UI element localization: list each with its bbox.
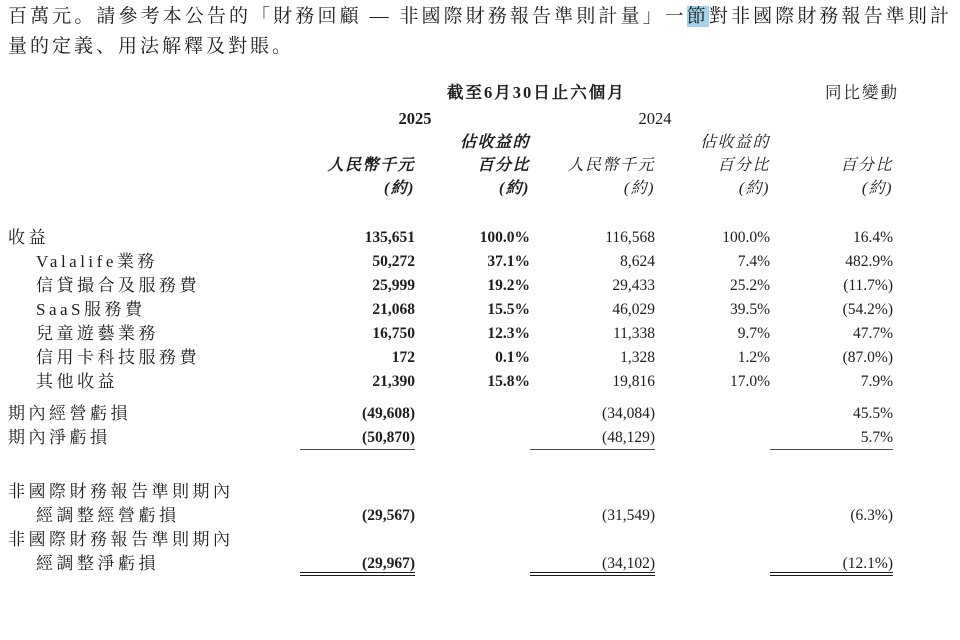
header-column-row [8, 131, 893, 200]
paragraph-text-after: 對非國際財務報告準則計量的定義、用法解釋及對賬。 [8, 6, 952, 57]
cell-2025-value [300, 528, 415, 552]
cell-2025-value [300, 480, 415, 504]
header-col-2025-share [415, 131, 530, 200]
cell-2025-value: 16,750 [372, 325, 415, 342]
cell-2025-value: 21,068 [372, 301, 415, 318]
cell-2024-share: 7.4% [737, 253, 770, 270]
cell-2025-value: (49,608) [362, 405, 415, 422]
table-row-other-revenue [8, 370, 893, 394]
yoy-change-title: 同比變動 [825, 83, 899, 102]
row-label: 收益 [8, 228, 49, 247]
col-2025-rmb-approx: (約) [383, 180, 415, 197]
cell-yoy [770, 528, 893, 552]
cell-2024-value: (48,129) [530, 426, 655, 450]
col-2025-rmb-label: 人民幣千元 [327, 157, 415, 174]
row-label: 兒童遊藝業務 [36, 324, 159, 343]
row-label: 經調整經營虧損 [36, 506, 180, 525]
col-2024-rmb-label: 人民幣千元 [567, 157, 655, 174]
cell-2024-share: 17.0% [729, 373, 770, 390]
cell-2025-share [415, 528, 530, 552]
cell-yoy: 45.5% [852, 405, 893, 422]
cell-2024-value: 46,029 [612, 301, 655, 318]
table-row-children-amusement [8, 322, 893, 346]
cell-2024-value [530, 480, 655, 504]
cell-2025-value: (29,567) [362, 507, 415, 524]
table-body [8, 226, 893, 576]
cell-2024-share [655, 504, 770, 528]
row-label: 非國際財務報告準則期內 [8, 530, 234, 549]
cell-2025-share: 15.8% [487, 373, 530, 390]
cell-yoy: (6.3%) [850, 507, 893, 524]
cell-yoy: 7.9% [860, 373, 893, 390]
row-spacer [8, 450, 893, 480]
cell-2024-share: 25.2% [729, 277, 770, 294]
cell-2024-value: 19,816 [612, 373, 655, 390]
cell-2025-value: 172 [391, 349, 415, 366]
row-label: 期內經營虧損 [8, 404, 131, 423]
cell-2025-share: 37.1% [487, 253, 530, 270]
col-2025-share-approx: (約) [498, 180, 530, 197]
period-title: 截至6月30日止六個月 [447, 83, 626, 102]
table-row-valalife [8, 250, 893, 274]
year-2025-label: 2025 [398, 109, 432, 128]
cell-2025-value: 25,999 [372, 277, 415, 294]
cell-2025-share: 0.1% [495, 349, 530, 366]
cell-yoy: 5.7% [770, 426, 893, 450]
cell-2024-share: 100.0% [722, 229, 770, 246]
table-row-credit-card-tech [8, 346, 893, 370]
table-row-adjusted-operating-loss [8, 504, 893, 528]
cell-2025-share [415, 402, 530, 426]
cell-2025-value: 50,272 [372, 253, 415, 270]
row-spacer [8, 394, 893, 402]
cell-2024-value: 11,338 [612, 325, 655, 342]
cell-2024-share: 1.2% [737, 349, 770, 366]
col-2024-rmb-approx: (約) [623, 180, 655, 197]
cell-2025-value: (50,870) [300, 426, 415, 450]
table-row-revenue [8, 226, 893, 250]
intro-paragraph [8, 2, 952, 62]
cell-2024-value: 1,328 [620, 349, 655, 366]
col-2024-share-line1: 佔收益的 [699, 134, 770, 151]
header-year-row [8, 106, 893, 131]
header-col-2024-share [655, 131, 770, 200]
cell-2024-share [655, 528, 770, 552]
table-row-credit-services [8, 274, 893, 298]
row-label: 信用卡科技服務費 [36, 348, 200, 367]
col-2024-share-approx: (約) [738, 180, 770, 197]
table-row-adjusted-net-loss [8, 552, 893, 576]
cell-2024-value: 116,568 [605, 229, 655, 246]
cell-2025-share [415, 480, 530, 504]
cell-2024-share [655, 552, 770, 576]
cell-yoy: 16.4% [852, 229, 893, 246]
cell-2024-share [655, 402, 770, 426]
row-label: 其他收益 [36, 372, 118, 391]
cell-2025-share: 19.2% [487, 277, 530, 294]
table-row-net-loss [8, 426, 893, 450]
cell-2024-value: (31,549) [602, 507, 655, 524]
cell-2024-share [655, 480, 770, 504]
cell-2025-share: 15.5% [487, 301, 530, 318]
header-col-2024-rmb [530, 131, 655, 200]
cell-yoy [770, 480, 893, 504]
paragraph-text-before: 百萬元。請參考本公告的「財務回顧 — 非國際財務報告準則計量」一 [8, 6, 687, 27]
table-row-nonifrs-caption-2 [8, 528, 893, 552]
cell-2025-share [415, 426, 530, 450]
cell-2024-value: 8,624 [620, 253, 655, 270]
cell-2024-share: 9.7% [737, 325, 770, 342]
cell-yoy: 482.9% [845, 253, 893, 270]
row-label: 信貸撮合及服務費 [36, 276, 200, 295]
header-period-row [8, 80, 899, 106]
cell-2024-value: (34,102) [530, 552, 655, 576]
cell-2025-share: 100.0% [479, 229, 530, 246]
table-header [8, 80, 899, 200]
cell-2025-share [415, 504, 530, 528]
cell-2025-share: 12.3% [487, 325, 530, 342]
table-row-nonifrs-caption-1 [8, 480, 893, 504]
cell-2024-value: (34,084) [602, 405, 655, 422]
col-2025-share-line1: 佔收益的 [459, 134, 530, 151]
table-row-saas [8, 298, 893, 322]
cell-yoy: (87.0%) [842, 349, 893, 366]
row-label: SaaS服務費 [36, 300, 146, 319]
search-highlight: 節 [686, 6, 709, 27]
cell-2024-value: 29,433 [612, 277, 655, 294]
cell-2025-value: (29,967) [300, 552, 415, 576]
cell-2024-share: 39.5% [729, 301, 770, 318]
cell-yoy: (11.7%) [843, 277, 893, 294]
col-yoy-approx: (約) [861, 180, 893, 197]
col-2025-share-line2: 百分比 [477, 157, 530, 174]
row-label: 期內淨虧損 [8, 428, 111, 447]
header-col-spacer [8, 131, 300, 200]
cell-yoy: (54.2%) [842, 301, 893, 318]
col-yoy-label: 百分比 [840, 157, 893, 174]
row-label: Valalife業務 [36, 252, 158, 271]
financial-table [8, 80, 899, 576]
header-col-yoy [770, 131, 893, 200]
row-label: 經調整淨虧損 [36, 554, 159, 573]
document-page [0, 2, 960, 640]
header-col-2025-rmb [300, 131, 415, 200]
cell-2025-share [415, 552, 530, 576]
cell-2024-value [530, 528, 655, 552]
cell-2025-value: 135,651 [364, 229, 415, 246]
year-2024-label: 2024 [638, 109, 672, 128]
cell-yoy: (12.1%) [770, 552, 893, 576]
col-2024-share-line2: 百分比 [717, 157, 770, 174]
table-row-operating-loss [8, 402, 893, 426]
cell-yoy: 47.7% [852, 325, 893, 342]
cell-2025-value: 21,390 [372, 373, 415, 390]
row-label: 非國際財務報告準則期內 [8, 482, 234, 501]
cell-2024-share [655, 426, 770, 450]
